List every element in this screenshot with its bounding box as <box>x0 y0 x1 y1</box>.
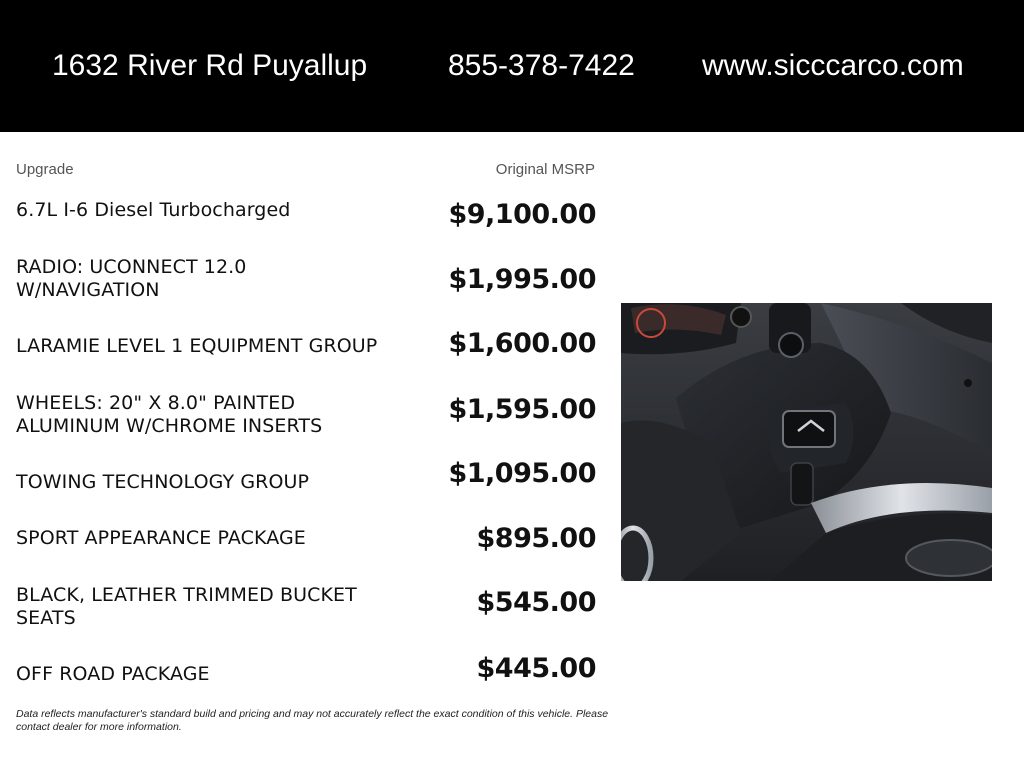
column-header-msrp: Original MSRP <box>495 161 595 178</box>
upgrade-name: OFF ROAD PACKAGE <box>16 663 210 685</box>
upgrade-name: BLACK, LEATHER TRIMMED BUCKET SEATS <box>16 584 357 629</box>
dealer-website: www.sicccarco.com <box>702 49 964 82</box>
column-header-upgrade: Upgrade <box>16 161 74 178</box>
upgrade-price: $1,995.00 <box>448 264 596 295</box>
dealer-address: 1632 River Rd Puyallup <box>52 49 368 82</box>
upgrade-price: $545.00 <box>476 587 596 618</box>
upgrade-price: $1,095.00 <box>448 458 596 489</box>
upgrade-name: TOWING TECHNOLOGY GROUP <box>16 471 310 493</box>
upgrade-price: $895.00 <box>476 523 596 554</box>
upgrade-name: SPORT APPEARANCE PACKAGE <box>16 527 306 549</box>
upgrade-price: $9,100.00 <box>448 199 596 230</box>
upgrade-name: 6.7L I-6 Diesel Turbocharged <box>16 199 291 221</box>
dealer-phone: 855-378-7422 <box>448 49 635 82</box>
steering-column-illustration <box>621 303 992 581</box>
upgrade-name: RADIO: UCONNECT 12.0 W/NAVIGATION <box>16 256 247 301</box>
upgrade-name: LARAMIE LEVEL 1 EQUIPMENT GROUP <box>16 335 378 357</box>
vehicle-interior-photo <box>621 303 992 581</box>
disclaimer-text: Data reflects manufacturer's standard build and pricing and may not accurately reflect the exact condition of this vehicle. Please contact dealer for more information. <box>16 708 609 733</box>
upgrade-price: $445.00 <box>476 653 596 684</box>
upgrade-name: WHEELS: 20" X 8.0" PAINTED ALUMINUM W/CHROME INSERTS <box>16 392 323 437</box>
upgrade-price: $1,595.00 <box>448 394 596 425</box>
upgrade-price: $1,600.00 <box>448 328 596 359</box>
dealer-header <box>0 0 1024 132</box>
